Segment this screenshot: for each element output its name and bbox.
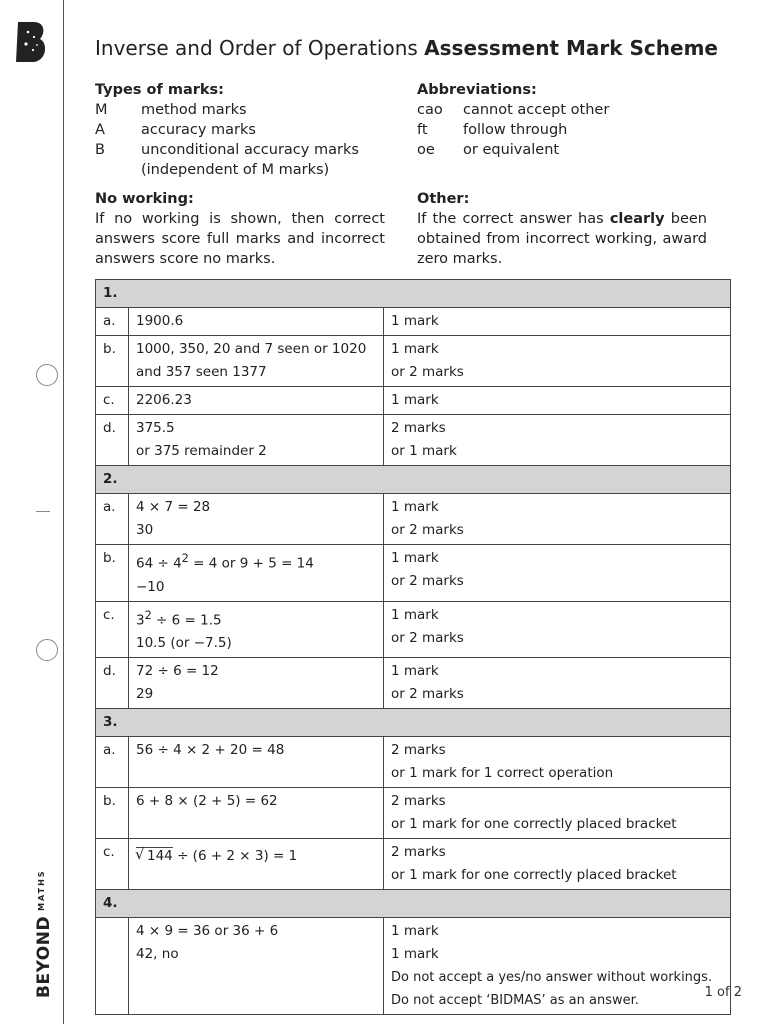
table-row [96,494,731,545]
mark-line: 1 mark [391,946,439,962]
part-label: d. [96,658,129,709]
mark-cell [384,601,731,658]
table-row [96,601,731,658]
answer-part: ÷ (6 + 2 × 3) = 1 [172,848,298,864]
exponent: 2 [144,608,152,622]
abbr-desc: follow through [463,122,568,138]
table-row [96,658,731,709]
abbreviation-row [417,120,707,140]
answer-cell [129,839,384,890]
answer-line: 375.5 [136,420,175,436]
page-number: 1 of 2 [704,985,742,1000]
mark-cell: 1 mark [384,308,731,336]
types-of-marks-heading: Types of marks: [95,82,224,98]
mark-cell [384,545,731,602]
mark-cell [384,788,731,839]
part-label: c. [96,839,129,890]
table-row [96,545,731,602]
mark-type-row [95,100,385,120]
answer-part: 3 [136,612,145,628]
mark-line: or 1 mark for 1 correct operation [391,765,614,781]
center-mark [36,511,50,512]
answer-cell: 2206.23 [129,387,384,415]
exponent: 2 [181,552,189,565]
question-label: 3. [96,709,731,737]
table-row [96,308,731,336]
mark-cell [384,839,731,890]
answer-line: 4 × 9 = 36 or 36 + 6 [136,923,279,939]
no-working-heading: No working: [95,191,194,207]
answer-part: = 4 or 9 + 5 = 14 [188,555,314,572]
part-label: c. [96,601,129,658]
mark-line: 1 mark [391,606,439,623]
answer-cell: 56 ÷ 4 × 2 + 20 = 48 [129,737,384,788]
square-root: √ 144 [136,847,173,865]
part-label: a. [96,737,129,788]
brand-subname: MATHS [37,869,46,911]
abbr-desc: or equivalent [463,142,560,158]
brand-vertical [34,869,54,998]
abbr-code: ft [417,122,428,138]
mark-note: Do not accept a yes/no answer without workings. [391,970,713,985]
question-header [96,466,731,494]
part-label: d. [96,415,129,466]
beyond-logo-icon [14,20,50,66]
answer-cell [129,415,384,466]
part-label: c. [96,387,129,415]
answer-line: −10 [136,578,165,595]
other [417,189,707,269]
abbreviation-row [417,100,707,120]
abbr-code: oe [417,142,435,158]
mark-line: or 2 marks [391,629,464,646]
table-row [96,839,731,890]
other-text [417,209,707,269]
brand-name: BEYOND [34,915,54,998]
question-header [96,709,731,737]
answer-line: or 375 remainder 2 [136,443,267,459]
part-label: b. [96,336,129,387]
mark-line: 1 mark [391,341,439,357]
mark-line: 2 marks [391,793,446,809]
answer-line: 10.5 (or −7.5) [136,635,232,651]
table-row [96,918,731,1015]
mark-line: 2 marks [391,742,446,758]
question-label: 2. [96,466,731,494]
mark-desc: accuracy marks [141,122,256,138]
page-title [95,36,718,60]
mark-scheme-table [95,279,731,1015]
part-label: a. [96,494,129,545]
answer-part: ÷ 6 = 1.5 [151,612,222,628]
abbr-desc: cannot accept other [463,102,610,118]
title-bold: Assessment Mark Scheme [424,36,718,60]
answer-cell: 1900.6 [129,308,384,336]
mark-note: Do not accept ‘BIDMAS’ as an answer. [391,993,639,1008]
mark-line: 2 marks [391,844,446,860]
answer-line [136,547,376,576]
mark-cell [384,336,731,387]
mark-cell: 1 mark [384,387,731,415]
mark-cell [384,737,731,788]
mark-code: B [95,142,105,158]
other-text-after: been obtained from incorrect working, award zero marks. [417,211,707,267]
part-label: a. [96,308,129,336]
answer-cell [129,658,384,709]
mark-line: or 2 marks [391,522,464,538]
mark-line: or 2 marks [391,573,464,589]
answer-line: 29 [136,686,154,702]
other-text-before: If the correct answer has [417,211,604,227]
answer-line: 30 [136,522,154,538]
no-working-text: If no working is shown, then correct answers score full marks and incorrect answers score no marks. [95,211,385,267]
answer-cell [129,545,384,602]
mark-cell [384,415,731,466]
abbr-code: cao [417,102,443,118]
mark-code: M [95,102,108,118]
table-row [96,788,731,839]
mark-desc: method marks [141,102,247,118]
mark-line: or 2 marks [391,686,464,702]
table-row [96,387,731,415]
answer-cell: 1000, 350, 20 and 7 seen or 1020 and 357 seen 1377 [129,336,384,387]
answer-part: 64 ÷ 4 [136,555,182,572]
question-header [96,890,731,918]
mark-line: 1 mark [391,923,439,939]
other-text-bold: clearly [609,211,665,227]
mark-type-row [95,140,385,180]
mark-line: or 1 mark for one correctly placed bracket [391,816,677,832]
answer-cell: 6 + 8 × (2 + 5) = 62 [129,788,384,839]
mark-desc: unconditional accuracy marks [141,142,359,158]
punch-hole-top [36,364,58,386]
answer-cell [129,601,384,658]
punch-hole-bottom [36,639,58,661]
mark-cell [384,918,731,1015]
part-label: b. [96,788,129,839]
mark-line: 1 mark [391,663,439,679]
answer-cell [129,918,384,1015]
types-of-marks [95,80,385,180]
answer-line: 72 ÷ 6 = 12 [136,663,219,679]
mark-cell [384,658,731,709]
mark-note: (independent of M marks) [141,162,330,178]
mark-line: 1 mark [391,550,439,566]
mark-line: 2 marks [391,420,446,436]
title-regular: Inverse and Order of Operations [95,36,418,60]
part-label: b. [96,545,129,602]
answer-line: 42, no [136,946,179,962]
mark-code: A [95,122,105,138]
question-label: 4. [96,890,731,918]
table-row [96,415,731,466]
abbreviations-heading: Abbreviations: [417,82,537,98]
other-heading: Other: [417,191,470,207]
answer-line [136,604,376,633]
mark-cell [384,494,731,545]
answer-line: 4 × 7 = 28 [136,499,211,515]
question-label: 1. [96,280,731,308]
question-header [96,280,731,308]
abbreviation-row [417,140,707,160]
mark-line: or 1 mark [391,443,457,459]
margin-line [63,0,64,1024]
answer-cell [129,494,384,545]
mark-line: 1 mark [391,499,439,515]
mark-line: or 2 marks [391,364,464,380]
part-label [96,918,129,1015]
table-row [96,737,731,788]
answer-line [136,841,376,868]
no-working [95,189,385,269]
mark-line: or 1 mark for one correctly placed bracket [391,867,677,883]
abbreviations [417,80,707,160]
mark-type-row [95,120,385,140]
table-row [96,336,731,387]
